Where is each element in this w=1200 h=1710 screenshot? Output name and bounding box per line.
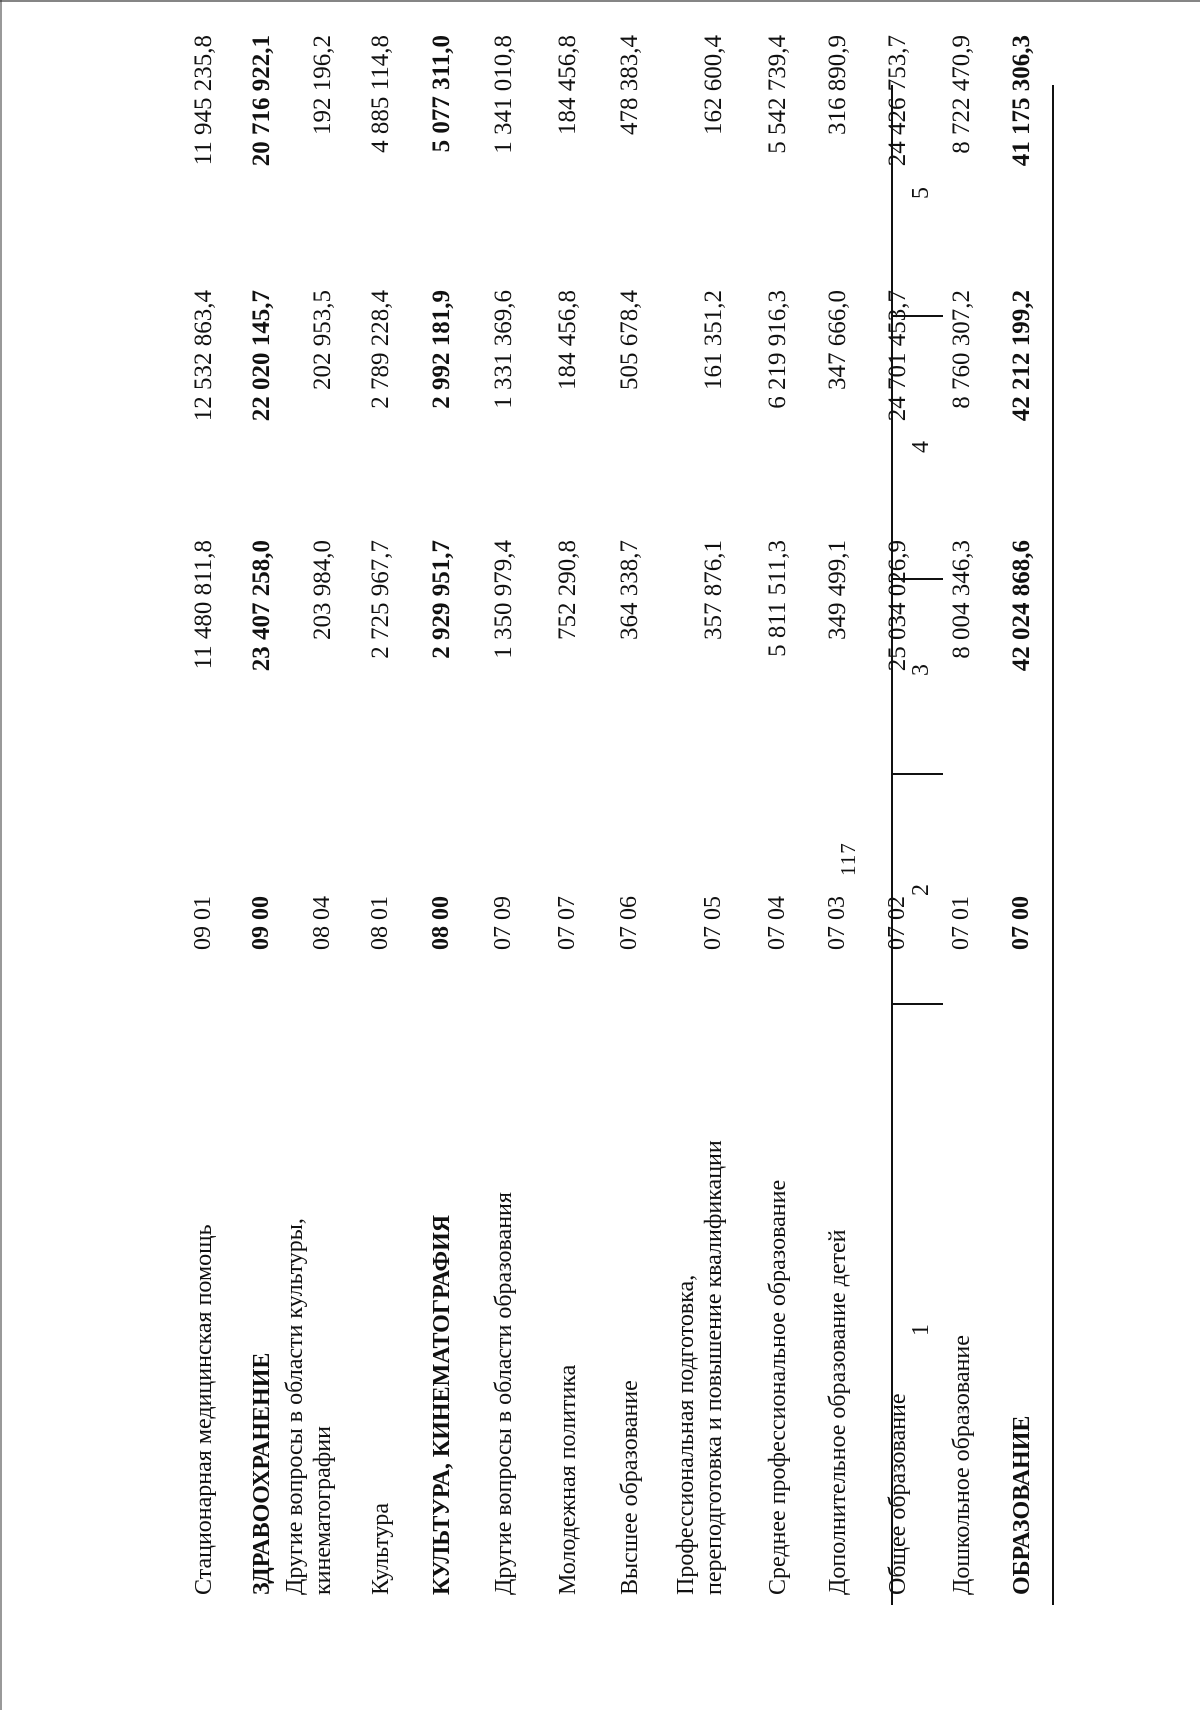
row-value-v3: 752 290,8 (554, 540, 581, 640)
row-code: 07 03 (824, 896, 850, 950)
row-code: 07 07 (554, 896, 580, 950)
header-divider-2 (891, 773, 943, 775)
row-label (672, 1030, 728, 1595)
page-number: 117 (836, 842, 860, 876)
row-value-v3: 42 024 868,6 (1008, 540, 1035, 672)
scan-edge-left (0, 0, 2, 1710)
row-value-v5: 184 456,8 (554, 35, 581, 135)
row-code: 08 01 (367, 896, 393, 950)
header-divider-1 (891, 1003, 943, 1005)
row-value-v3: 2 725 967,7 (367, 540, 394, 659)
row-value-v4: 1 331 369,6 (490, 290, 517, 409)
row-value-v5: 192 196,2 (309, 35, 336, 135)
header-col-4: 4 (908, 441, 934, 453)
row-code: 07 02 (884, 896, 910, 950)
row-label-line: Общее образование (885, 1393, 911, 1595)
row-value-v3: 11 480 811,8 (190, 540, 217, 670)
scan-edge-top (0, 0, 1200, 2)
row-value-v5: 8 722 470,9 (948, 35, 975, 154)
row-label (428, 1030, 456, 1595)
row-code: 08 04 (309, 896, 335, 950)
row-label-line: ЗДРАВООХРАНЕНИЕ (249, 1352, 275, 1595)
header-bottom-line (1052, 85, 1054, 1605)
row-value-v5: 478 383,4 (616, 35, 643, 135)
row-value-v3: 23 407 258,0 (248, 540, 275, 672)
header-col-2: 2 (908, 884, 934, 896)
row-label-line: Другие вопросы в области образования (491, 1192, 517, 1595)
row-value-v5: 316 890,9 (824, 35, 851, 135)
row-label (884, 1030, 912, 1595)
row-value-v5: 5 542 739,4 (764, 35, 791, 154)
row-value-v3: 5 811 511,3 (764, 540, 791, 657)
row-label-line: Высшее образование (617, 1380, 643, 1595)
row-label (1008, 1030, 1036, 1595)
row-value-v4: 24 701 453,7 (884, 290, 911, 422)
header-col-3: 3 (908, 664, 934, 676)
row-value-v3: 349 499,1 (824, 540, 851, 640)
row-label (616, 1030, 644, 1595)
row-label (367, 1030, 395, 1595)
row-label (248, 1030, 276, 1595)
row-value-v4: 2 992 181,9 (428, 290, 455, 409)
row-value-v3: 8 004 346,3 (948, 540, 975, 659)
row-value-v5: 5 077 311,0 (428, 35, 455, 153)
row-value-v3: 2 929 951,7 (428, 540, 455, 659)
header-col-5: 5 (908, 187, 934, 199)
row-label-line: Другие вопросы в области культуры, (282, 1218, 308, 1595)
row-value-v3: 203 984,0 (309, 540, 336, 640)
row-code: 07 00 (1008, 896, 1034, 950)
row-code: 07 05 (700, 896, 726, 950)
row-label (764, 1030, 792, 1595)
row-value-v4: 184 456,8 (554, 290, 581, 390)
row-label (948, 1030, 976, 1595)
row-label (824, 1030, 852, 1595)
row-code: 07 06 (616, 896, 642, 950)
row-value-v3: 1 350 979,4 (490, 540, 517, 659)
row-label-line: Дошкольное образование (949, 1335, 975, 1595)
row-value-v5: 162 600,4 (700, 35, 727, 135)
row-label-line: кинематографии (310, 1426, 336, 1595)
row-value-v4: 42 212 199,2 (1008, 290, 1035, 422)
row-code: 07 01 (948, 896, 974, 950)
row-code: 07 09 (490, 896, 516, 950)
row-code: 09 00 (248, 896, 274, 950)
row-code: 08 00 (428, 896, 454, 950)
row-value-v4: 12 532 863,4 (190, 290, 217, 422)
row-label (490, 1030, 518, 1595)
row-value-v4: 6 219 916,3 (764, 290, 791, 409)
row-value-v4: 505 678,4 (616, 290, 643, 390)
row-value-v3: 25 034 026,9 (884, 540, 911, 672)
row-value-v4: 2 789 228,4 (367, 290, 394, 409)
row-value-v5: 1 341 010,8 (490, 35, 517, 154)
row-value-v3: 357 876,1 (700, 540, 727, 640)
row-value-v5: 11 945 235,8 (190, 35, 217, 166)
header-col-1: 1 (908, 1324, 934, 1336)
row-label-line: Стационарная медицинская помощь (191, 1224, 217, 1595)
row-value-v4: 347 666,0 (824, 290, 851, 390)
row-label-line: переподготовка и повышение квалификации (701, 1140, 727, 1595)
row-label-line: Культура (368, 1503, 394, 1595)
row-value-v5: 41 175 306,3 (1008, 35, 1035, 167)
row-value-v4: 22 020 145,7 (248, 290, 275, 422)
row-value-v5: 24 426 753,7 (884, 35, 911, 167)
row-label (554, 1030, 582, 1595)
row-label-line: КУЛЬТУРА, КИНЕМАТОГРАФИЯ (429, 1214, 455, 1595)
row-value-v4: 8 760 307,2 (948, 290, 975, 409)
row-value-v5: 4 885 114,8 (367, 35, 394, 153)
row-label-line: ОБРАЗОВАНИЕ (1009, 1415, 1035, 1595)
row-label-line: Среднее профессиональное образование (765, 1179, 791, 1595)
row-label-line: Молодежная политика (555, 1364, 581, 1595)
row-value-v5: 20 716 922,1 (248, 35, 275, 167)
row-value-v4: 202 953,5 (309, 290, 336, 390)
row-label-line: Дополнительное образование детей (825, 1229, 851, 1595)
row-code: 09 01 (190, 896, 216, 950)
row-value-v3: 364 338,7 (616, 540, 643, 640)
row-code: 07 04 (764, 896, 790, 950)
row-value-v4: 161 351,2 (700, 290, 727, 390)
row-label (190, 1030, 218, 1595)
row-label-line: Профессиональная подготовка, (673, 1274, 699, 1595)
row-label (281, 1030, 337, 1595)
